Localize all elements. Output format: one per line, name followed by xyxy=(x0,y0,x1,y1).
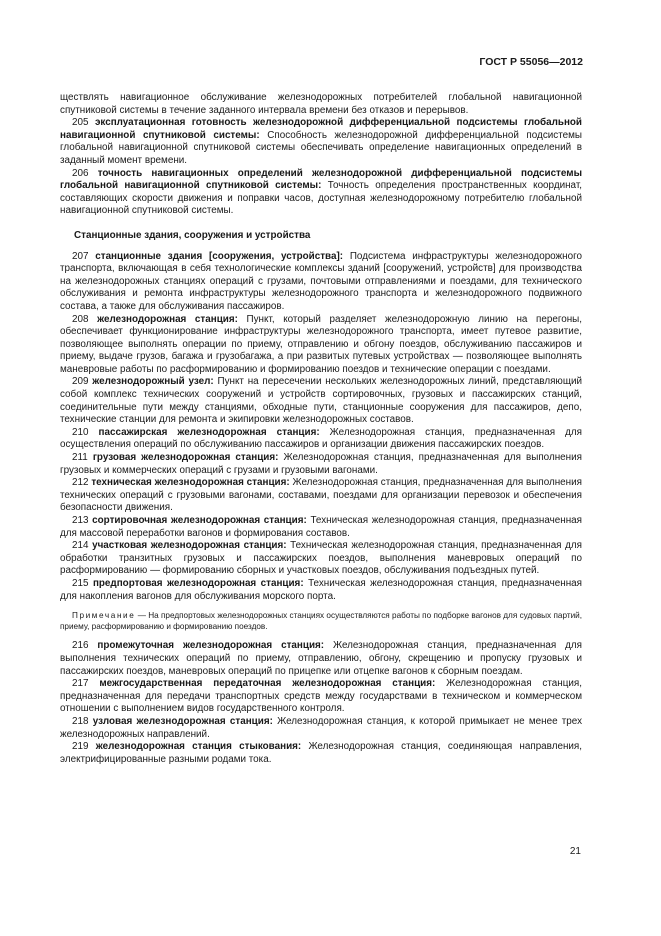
term-definition: Железнодорожная станция, предназначенная для передачи транспортных средств между государствами в техническом и коммерческом отношении с выполнением видов государственного контроля. xyxy=(60,678,582,715)
term-number: 213 xyxy=(72,515,89,526)
term-number: 212 xyxy=(72,477,89,489)
note-label: Примечание xyxy=(72,611,136,621)
term-entry-206 xyxy=(60,168,582,218)
term-definition: Железнодорожная станция, предназначенная для выполнения грузовых и коммерческих операций с грузами и грузовыми вагонами. xyxy=(60,452,582,476)
note-paragraph xyxy=(60,611,582,632)
term-definition: Железнодорожная станция, предназначенная для осуществления операций по обслуживанию пассажиров и организации движения пассажирских поездов. xyxy=(60,426,582,451)
term-definition: Точность определения пространственных координат, составляющих скорости движения и поправки часов, доступная железнодорожному потребителю глобальной навигационной спутниковой системы. xyxy=(60,180,582,217)
term-title: станционные здания [сооружения, устройства]: xyxy=(95,250,344,262)
term-number: 214 xyxy=(72,540,89,552)
term-entry-214 xyxy=(60,540,582,578)
term-entry-219 xyxy=(60,741,582,766)
term-title: техническая железнодорожная станция: xyxy=(91,477,290,489)
term-number: 210 xyxy=(72,426,89,438)
term-title: узловая железнодорожная станция: xyxy=(92,715,273,727)
term-definition: Способность железнодорожной дифференциальной подсистемы глобальной навигационной спутниковой системы обеспечивать определение навигационных определений в заданный момент времени. xyxy=(60,129,582,166)
term-definition: Пункт на пересечении нескольких железнодорожных линий, представляющий собой комплекс технических сооружений и устройств сортировочных, грузовых и пассажирских станций, соединительные пути между станциями, обходные пути, станционные сооружения для пассажиров, депо, технические станции для ремонта и экипировки железнодорожных составов. xyxy=(60,376,582,426)
term-entry-216 xyxy=(60,640,582,678)
term-definition: Железнодорожная станция, предназначенная для выполнения технических операций с грузовыми вагонами, составами, поездами для организации перевозок и обеспечения безопасности движения. xyxy=(60,477,582,514)
term-entry-205 xyxy=(60,117,582,167)
term-entry-207 xyxy=(60,251,582,314)
term-title: межгосударственная передаточная железнодорожная станция: xyxy=(99,678,436,690)
term-entry-211 xyxy=(60,452,582,477)
term-entry-208 xyxy=(60,314,582,377)
document-standard-id: ГОСТ Р 55056—2012 xyxy=(479,56,583,68)
term-group-stations xyxy=(60,251,582,604)
term-number: 205 xyxy=(72,117,89,129)
page-number: 21 xyxy=(569,846,581,857)
term-number: 215 xyxy=(72,577,89,589)
term-number: 218 xyxy=(72,715,89,727)
term-number: 208 xyxy=(72,313,89,325)
term-title: точность навигационных определений железнодорожной дифференциальной подсистемы глобальной навигационной спутниковой системы: xyxy=(60,167,582,192)
term-title: промежуточная железнодорожная станция: xyxy=(97,640,325,652)
term-title: пассажирская железнодорожная станция: xyxy=(98,426,320,438)
term-entry-212 xyxy=(60,477,582,515)
term-group-navigation xyxy=(60,117,582,218)
term-definition: Железнодорожная станция, к которой примыкает не менее трех железнодорожных направлений. xyxy=(60,715,583,740)
intro-paragraph: ществлять навигационное обслуживание железнодорожных потребителей глобальной навигационной спутниковой системы в течение заданного интервала времени без отказов и перерывов. xyxy=(60,92,582,116)
term-definition: Техническая железнодорожная станция, предназначенная для обработки транзитных грузовых и пассажирских поездов, выполнения маневровых операций по расформированию — формированию сборных и участковых поездов, обслуживания подъездных путей. xyxy=(60,540,582,577)
term-title: железнодорожная станция стыкования: xyxy=(95,741,302,753)
term-entry-209 xyxy=(60,376,582,426)
term-title: железнодорожная станция: xyxy=(97,313,238,325)
note-text: — На предпортовых железнодорожных станциях осуществляются работы по подборке вагонов для судовых партий, приему, расформированию и формированию поездов. xyxy=(60,611,582,631)
term-title: сортировочная железнодорожная станция: xyxy=(92,515,307,526)
term-title: предпортовая железнодорожная станция: xyxy=(92,577,304,589)
term-number: 216 xyxy=(72,640,89,652)
term-definition: Техническая железнодорожная станция, предназначенная для массовой переработки вагонов и формирования составов. xyxy=(60,515,583,539)
term-title: участковая железнодорожная станция: xyxy=(92,540,287,552)
term-definition: Техническая железнодорожная станция, предназначенная для накопления вагонов для обслуживания морского порта. xyxy=(60,577,583,602)
term-entry-215 xyxy=(60,578,582,603)
term-entry-217 xyxy=(60,678,582,716)
document-body xyxy=(60,92,582,766)
term-number: 207 xyxy=(72,250,89,262)
term-number: 211 xyxy=(72,452,88,464)
section-heading: Станционные здания, сооружения и устройства xyxy=(74,229,311,241)
term-number: 217 xyxy=(72,678,89,690)
term-group-stations-cont xyxy=(60,640,582,766)
term-entry-218 xyxy=(60,716,582,741)
term-number: 209 xyxy=(72,376,89,388)
term-definition: Железнодорожная станция, соединяющая направления, электрифицированные разными родами тока. xyxy=(60,741,583,765)
term-entry-210 xyxy=(60,427,582,452)
term-number: 219 xyxy=(72,741,89,753)
term-number: 206 xyxy=(72,167,89,179)
term-entry-213 xyxy=(60,515,582,540)
term-title: грузовая железнодорожная станция: xyxy=(92,452,279,464)
term-title: эксплуатационная готовность железнодорожной дифференциальной подсистемы глобальной навигационной спутниковой системы: xyxy=(60,117,583,141)
term-definition: Подсистема инфраструктуры железнодорожного транспорта, включающая в себя технологические комплексы зданий [сооружений, устройств] для производства на железнодорожных станциях операций с грузами, почтовыми отправлениями и поездами, для технического обслуживания и ремонта инфраструктуры железнодорожного транспорта и железнодорожного подвижного состава, а также для обслуживания пассажиров. xyxy=(60,250,582,312)
term-definition: Железнодорожная станция, предназначенная для выполнения технических операций по приему, отправлению, обгону, скрещению и пропуску грузовых и пассажирских поездов, маневровых операций по прицепке или отцепке вагонов к сборным поездам. xyxy=(60,640,582,677)
term-definition: Пункт, который разделяет железнодорожную линию на перегоны, обеспечивает функционирование инфраструктуры железнодорожного транспорта, имеет путевое развитие, позволяющее выполнять операции по приему, отправлению и обгону поездов, обслуживанию пассажиров и приему, выдаче грузов, багажа и грузобагажа, а при развитых путевых устройствах — позволяющее выполнять маневровые работы по расформированию и формированию поездов и технические операции с поездами. xyxy=(60,313,583,375)
term-title: железнодорожный узел: xyxy=(92,376,214,388)
